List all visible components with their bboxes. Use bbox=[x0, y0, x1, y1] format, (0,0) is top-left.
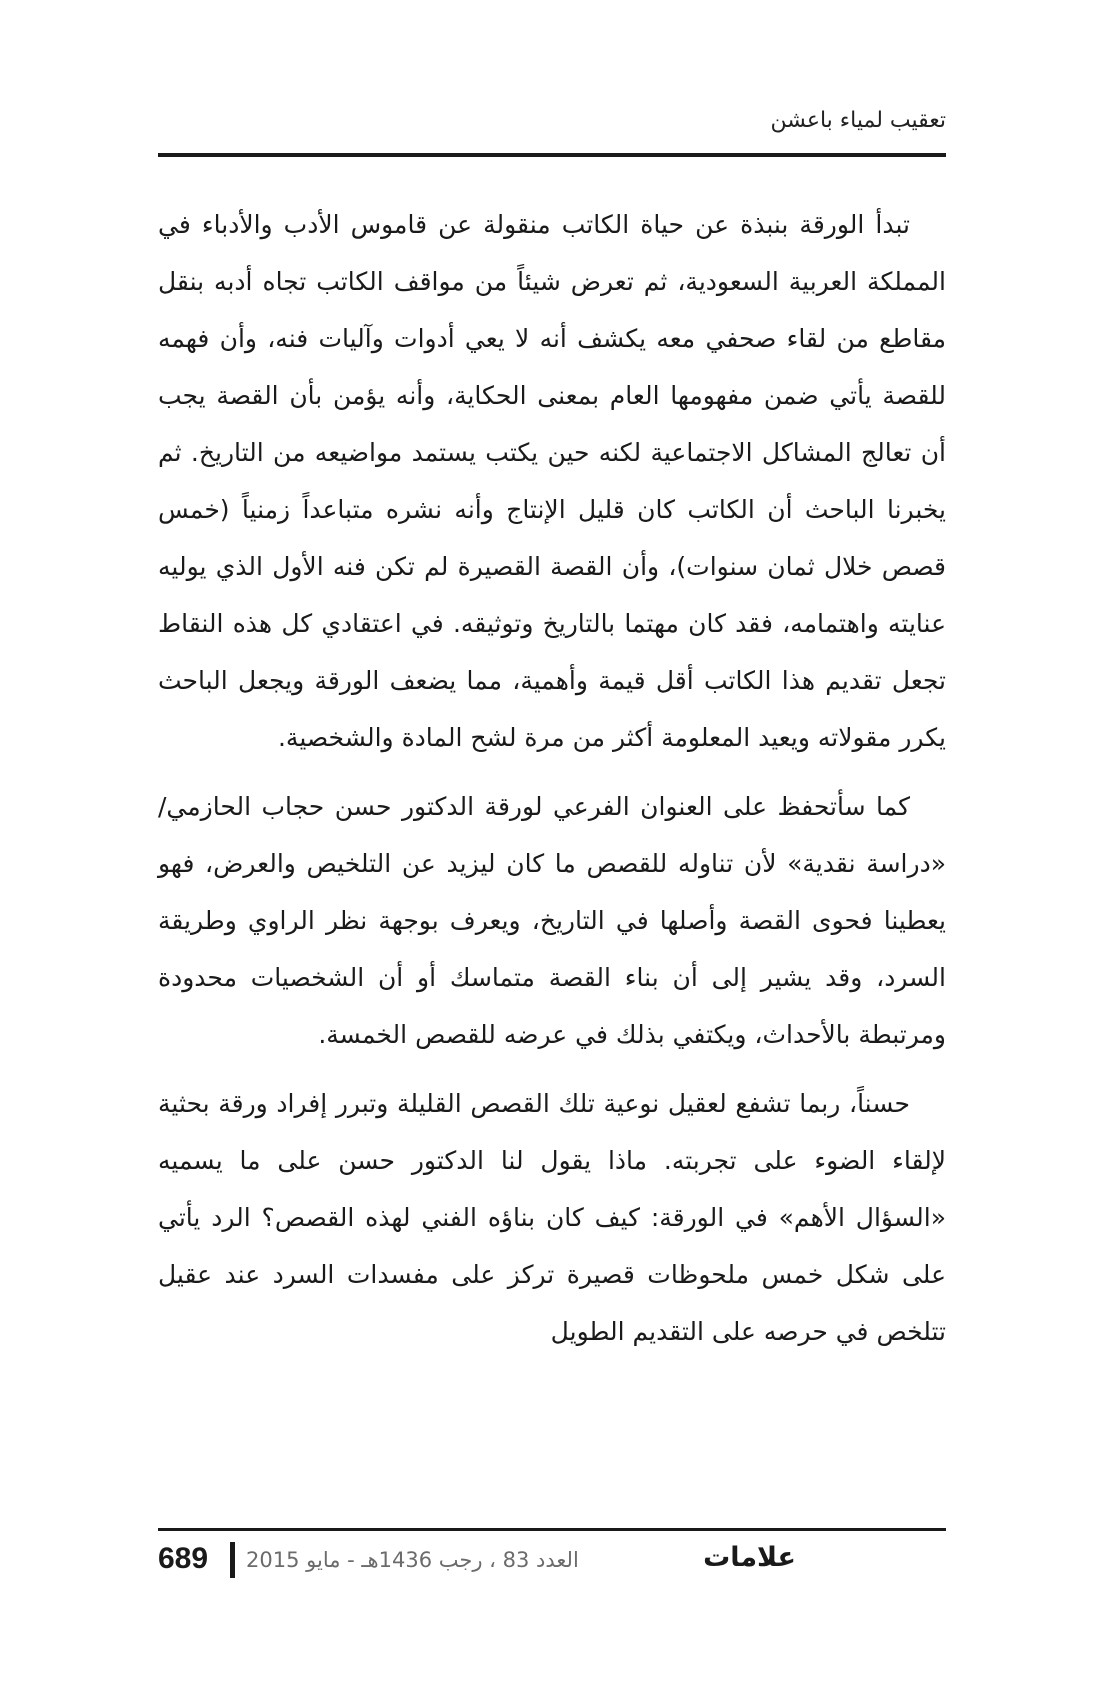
paragraph-3: حسناً، ربما تشفع لعقيل نوعية تلك القصص القليلة وتبرر إفراد ورقة بحثية لإلقاء الضوء على تجربته. ماذا يقول لنا الدكتور حسن على ما يسميه «السؤال الأهم» في الورقة: كيف كان بناؤه الفني لهذه القصص؟ الرد يأتي على شكل خمس ملحوظات قصيرة تركز على مفسدات السرد عند عقيل تتلخص في حرصه على التقديم الطويل bbox=[158, 1089, 946, 1346]
paragraph-2: كما سأتحفظ على العنوان الفرعي لورقة الدكتور حسن حجاب الحازمي/ «دراسة نقدية» لأن تناوله للقصص ما كان ليزيد عن التلخيص والعرض، فهو يعطينا فحوى القصة وأصلها في التاريخ، ويعرف بوجهة نظر الراوي وطريقة السرد، وقد يشير إلى أن بناء القصة متماسك أو أن الشخصيات محدودة ومرتبطة بالأحداث، ويكتفي بذلك في عرضه للقصص الخمسة. bbox=[158, 792, 946, 1049]
page-number: 689 bbox=[158, 1542, 209, 1575]
page-footer bbox=[158, 1540, 946, 1584]
paragraph-1: تبدأ الورقة بنبذة عن حياة الكاتب منقولة عن قاموس الأدب والأدباء في المملكة العربية السعودية، ثم تعرض شيئاً من مواقف الكاتب تجاه أدبه بنقل مقاطع من لقاء صحفي معه يكشف أنه لا يعي أدوات وآليات فنه، وأن فهمه للقصة يأتي ضمن مفهومها العام بمعنى الحكاية، وأنه يؤمن بأن القصة يجب أن تعالج المشاكل الاجتماعية لكنه حين يكتب يستمد مواضيعه من التاريخ. ثم يخبرنا الباحث أن الكاتب كان قليل الإنتاج وأنه نشره متباعداً زمنياً (خمس قصص خلال ثمان سنوات)، وأن القصة القصيرة لم تكن فنه الأول الذي يوليه عنايته واهتمامه، فقد كان مهتما بالتاريخ وتوثيقه. في اعتقادي كل هذه النقاط تجعل تقديم هذا الكاتب أقل قيمة وأهمية، مما يضعف الورقة ويجعل الباحث يكرر مقولاته ويعيد المعلومة أكثر من مرة لشح المادة والشخصية. bbox=[158, 210, 946, 752]
article-body bbox=[158, 196, 946, 1372]
footer-divider-bar bbox=[230, 1542, 235, 1578]
footer-rule bbox=[158, 1528, 946, 1531]
journal-logo: علامات bbox=[703, 1542, 796, 1573]
header-rule bbox=[158, 153, 946, 157]
running-header: تعقيب لمياء باعشن bbox=[770, 108, 946, 133]
issue-info: العدد 83 ، رجب 1436هـ - مايو 2015 bbox=[246, 1548, 579, 1572]
